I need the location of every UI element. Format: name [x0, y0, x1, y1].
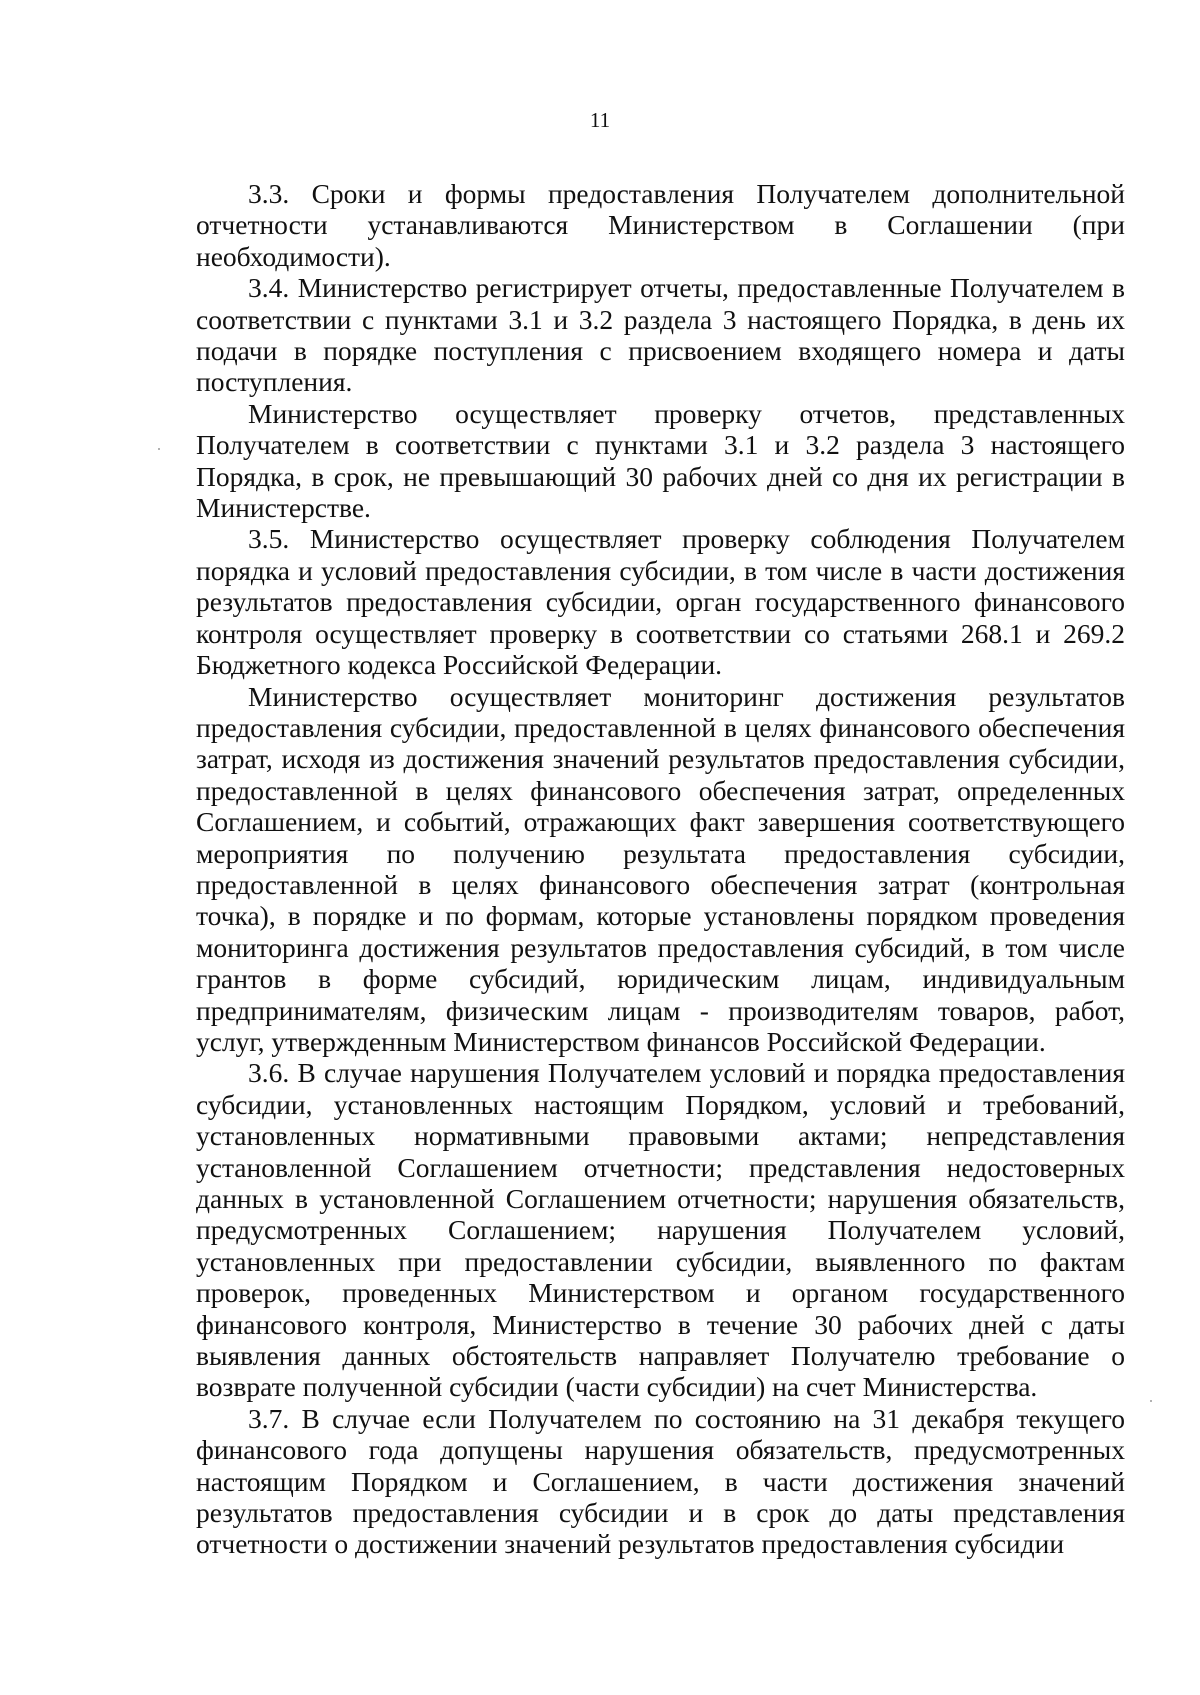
paragraph-3-5-monitoring: Министерство осуществляет мониторинг достижения результатов предоставления субсидии, предоставленной в целях финансового обеспечения затрат, исходя из достижения значений результатов предоставления субсидии, предоставленной в целях финансового обеспечения затрат, определенных Соглашением, и событий, отражающих факт завершения соответствующего мероприятия по получению результата предоставления субсидии, предоставленной в целях финансового обеспечения затрат (контрольная точка), в порядке и по формам, которые установлены порядком проведения мониторинга достижения результатов предоставления субсидий, в том числе грантов в форме субсидий, юридическим лицам, индивидуальным предпринимателям, физическим лицам - производителям товаров, работ, услуг, утвержденным Министерством финансов Российской Федерации. [196, 680, 1125, 1057]
paragraph-3-7: 3.7. В случае если Получателем по состоянию на 31 декабря текущего финансового года допущены нарушения обязательств, предусмотренных настоящим Порядком и Соглашением, в части достижения значений результатов предоставления субсидии и в срок до даты представления отчетности о достижении значений результатов предоставления субсидии [196, 1402, 1125, 1560]
scan-speck [158, 448, 160, 450]
paragraph-3-3: 3.3. Сроки и формы предоставления Получателем дополнительной отчетности устанавливаются Министерством в Соглашении (при необходимости). [196, 178, 1125, 272]
paragraph-3-4-verification: Министерство осуществляет проверку отчетов, представленных Получателем в соответствии с пунктами 3.1 и 3.2 раздела 3 настоящего Порядка, в срок, не превышающий 30 рабочих дней со дня их регистрации в Министерстве. [196, 397, 1125, 524]
paragraph-3-5: 3.5. Министерство осуществляет проверку соблюдения Получателем порядка и условий предоставления субсидии, в том числе в части достижения результатов предоставления субсидии, орган государственного финансового контроля осуществляет проверку в соответствии со статьями 268.1 и 269.2 Бюджетного кодекса Российской Федерации. [196, 523, 1125, 681]
document-body [196, 178, 1125, 1560]
paragraph-3-4: 3.4. Министерство регистрирует отчеты, предоставленные Получателем в соответствии с пунктами 3.1 и 3.2 раздела 3 настоящего Порядка, в день их подачи в порядке поступления с присвоением входящего номера и даты поступления. [196, 272, 1125, 398]
scan-speck [1150, 1400, 1152, 1402]
paragraph-3-6: 3.6. В случае нарушения Получателем условий и порядка предоставления субсидии, установленных настоящим Порядком, условий и требований, установленных нормативными правовыми актами; непредставления установленной Соглашением отчетности; представления недостоверных данных в установленной Соглашением отчетности; нарушения обязательств, предусмотренных Соглашением; нарушения Получателем условий, установленных при предоставлении субсидии, выявленного по фактам проверок, проведенных Министерством и органом государственного финансового контроля, Министерство в течение 30 рабочих дней с даты выявления данных обстоятельств направляет Получателю требование о возврате полученной субсидии (части субсидии) на счет Министерства. [196, 1057, 1125, 1403]
page-number: 11 [589, 108, 611, 132]
